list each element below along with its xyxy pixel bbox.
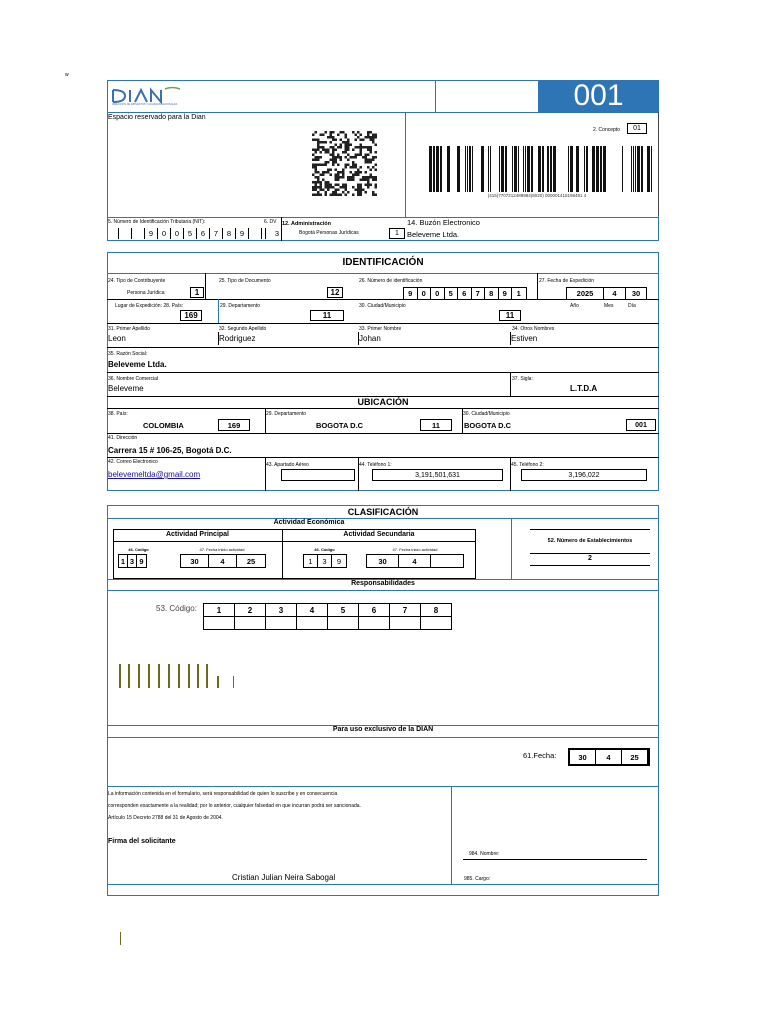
codigo53-header: 8 bbox=[421, 604, 452, 617]
mes-label: Mes bbox=[604, 303, 614, 309]
codigo53-table bbox=[203, 603, 452, 630]
segundo-apellido: Rodriguez bbox=[219, 334, 256, 343]
primer-nombre-label: 33. Primer Nombre bbox=[359, 326, 402, 332]
codigo53-header: 2 bbox=[235, 604, 266, 617]
buzon-label: 14. Buzón Electronico bbox=[407, 218, 480, 227]
fecha-exp-month: 4 bbox=[604, 288, 626, 299]
dian-logo bbox=[110, 84, 185, 108]
fecha61-part: 30 bbox=[570, 750, 596, 764]
correo-label: 42. Correo Electronico bbox=[108, 459, 158, 465]
ciudad-code: 11 bbox=[499, 310, 521, 321]
nit-digit: 5 bbox=[184, 228, 197, 239]
secundaria-codigo-label: 46. Código bbox=[314, 547, 335, 552]
establecimientos-value: 2 bbox=[588, 555, 592, 562]
reserved-label: Espacio reservado para la Dian bbox=[108, 114, 206, 121]
barcode bbox=[420, 146, 654, 192]
anio-label: Año bbox=[570, 303, 579, 309]
codigo53-header: 6 bbox=[359, 604, 390, 617]
num-id-digit: 6 bbox=[458, 288, 472, 299]
firmante: Cristian Julian Neira Sabogal bbox=[232, 873, 336, 882]
num-id-digit: 9 bbox=[404, 288, 418, 299]
otros-nombres: Estiven bbox=[511, 334, 538, 343]
secundaria-codigo-digit: 9 bbox=[336, 556, 342, 566]
actividad-title: Actividad Económica bbox=[273, 519, 345, 526]
ub-depto-code: 11 bbox=[420, 419, 452, 431]
principal-codigo-digit: 3 bbox=[128, 555, 137, 567]
num-id-digit: 9 bbox=[499, 288, 513, 299]
nit-digit: 0 bbox=[158, 228, 171, 239]
num-id-digit: 5 bbox=[445, 288, 459, 299]
codigo53-label: 53. Código: bbox=[156, 604, 197, 613]
secundaria-codigo-cells bbox=[303, 554, 347, 568]
codigo53-cell bbox=[297, 617, 328, 630]
tipo-doc-code: 12 bbox=[327, 287, 343, 298]
direccion-label: 41. Dirección bbox=[108, 435, 138, 441]
ub-depto-label: 29. Departamento bbox=[266, 411, 307, 417]
buzon-value: Beleveme Ltda. bbox=[407, 230, 460, 239]
codigo53-cell bbox=[266, 617, 297, 630]
num-id-label: 26. Número de identificación bbox=[359, 278, 423, 284]
principal-fecha-label: 47. Fecha inicio actividad bbox=[199, 547, 245, 552]
principal-codigo-cells bbox=[118, 554, 147, 568]
admin-label: 12. Administración bbox=[282, 221, 332, 227]
dv-label: 6. DV bbox=[264, 219, 277, 225]
responsabilidades-title: Responsabilidades bbox=[351, 580, 415, 587]
tipo-contrib-label: 24. Tipo de Contribuyente bbox=[108, 278, 166, 284]
apartado-value bbox=[281, 469, 355, 481]
concept-label: 2. Concepto bbox=[593, 127, 620, 133]
depto-code: 11 bbox=[310, 310, 344, 321]
tipo-contrib-value: Persona Jurídica bbox=[127, 290, 165, 296]
principal-codigo-label: 46. Código bbox=[128, 547, 149, 552]
num-id-digit: 0 bbox=[431, 288, 445, 299]
ub-ciudad-value: BOGOTA D.C bbox=[464, 421, 512, 430]
nit-digit: 9 bbox=[236, 228, 249, 239]
secundaria-fecha-part: 4 bbox=[399, 555, 431, 567]
sigla-value: L.T.D.A bbox=[570, 384, 598, 393]
form-number: 001 bbox=[538, 80, 659, 112]
firma-label: Firma del solicitante bbox=[108, 838, 176, 845]
fecha61-label: 61.Fecha: bbox=[523, 751, 557, 760]
identificacion-title: IDENTIFICACIÓN bbox=[342, 257, 424, 268]
codigo53-cell bbox=[421, 617, 452, 630]
admin-code: 1 bbox=[389, 228, 405, 239]
ub-ciudad-code: 001 bbox=[626, 419, 656, 431]
nit-digit: 0 bbox=[171, 228, 184, 239]
codigo53-cell bbox=[390, 617, 421, 630]
ub-ciudad-label: 30. Ciudad/Municipio bbox=[463, 411, 510, 417]
disclaimer-1: La información contenida en el formulario, será responsabilidad de quien lo suscribe y en consecuencia bbox=[108, 791, 338, 797]
nit-digit bbox=[119, 228, 132, 239]
tipo-doc-label: 25. Tipo de Documento bbox=[219, 278, 271, 284]
apartado-label: 43. Apartado Aéreo bbox=[266, 462, 309, 468]
primer-nombre: Johan bbox=[359, 334, 381, 343]
nombre-com-value: Beleveme bbox=[108, 384, 144, 393]
principal-title: Actividad Principal bbox=[165, 531, 230, 538]
correo-link[interactable]: belevemeltda@gmail.com bbox=[108, 470, 201, 479]
nombre-com-label: 36. Nombre Comercial bbox=[108, 376, 159, 382]
num-id-digit: 8 bbox=[485, 288, 499, 299]
codigo53-cell bbox=[328, 617, 359, 630]
ub-depto-value: BOGOTA D.C bbox=[316, 421, 364, 430]
dian-title: Para uso exclusivo de la DIAN bbox=[332, 726, 434, 733]
ubicacion-title: UBICACIÓN bbox=[357, 397, 409, 407]
codigo53-header: 3 bbox=[266, 604, 297, 617]
tel2-label: 45. Teléfono 2: bbox=[511, 462, 544, 468]
num-id-digit: 7 bbox=[472, 288, 486, 299]
tel1-value: 3,191,501,631 bbox=[372, 469, 503, 481]
tel2-value: 3,196,022 bbox=[521, 469, 647, 481]
nit-digit: 7 bbox=[210, 228, 223, 239]
qr-code bbox=[312, 131, 377, 196]
codigo53-header: 5 bbox=[328, 604, 359, 617]
nit-digit: 9 bbox=[145, 228, 158, 239]
disclaimer-2: corresponden exactamente a la realidad; por lo anterior, cualquier falsedad en que incurran podrá ser sancionada. bbox=[108, 803, 361, 809]
nit-digit: 6 bbox=[197, 228, 210, 239]
codigo53-cell bbox=[359, 617, 390, 630]
nit-digit bbox=[132, 228, 145, 239]
direccion-value: Carrera 15 # 106-25, Bogotá D.C. bbox=[108, 446, 232, 455]
razon-value: Beleveme Ltda. bbox=[108, 360, 167, 369]
concept-value: 01 bbox=[627, 123, 647, 134]
secundaria-codigo-digit: 1 bbox=[304, 555, 318, 567]
codigo53-header: 7 bbox=[390, 604, 421, 617]
principal-fecha-part: 4 bbox=[209, 555, 237, 567]
primer-apellido: Leon bbox=[108, 334, 126, 343]
fecha61-cells bbox=[568, 748, 650, 766]
otros-nombres-label: 34. Otros Nombres bbox=[512, 326, 555, 332]
secundaria-fecha-cells bbox=[366, 554, 464, 568]
fecha-exp-label: 27. Fecha de Expedición bbox=[539, 278, 595, 284]
principal-fecha-part: 30 bbox=[181, 555, 209, 567]
dia-label: Día bbox=[628, 303, 636, 309]
codigo53-header: 1 bbox=[204, 604, 235, 617]
nit-label: 5. Número de Identificación Tributaria (NIT): bbox=[108, 219, 206, 225]
secundaria-fecha-label: 47. Fecha inicio actividad bbox=[392, 547, 438, 552]
lugar-label: Lugar de Expedición: 28. País: bbox=[115, 303, 184, 309]
nit-digit bbox=[249, 228, 262, 239]
razon-label: 35. Razón Social: bbox=[108, 351, 148, 357]
dv-value: 3 bbox=[265, 228, 281, 239]
fecha-exp-year: 2025 bbox=[567, 288, 604, 299]
num-id-digit: 0 bbox=[418, 288, 432, 299]
fecha-exp-day: 30 bbox=[631, 289, 641, 298]
secundaria-fecha-part bbox=[431, 555, 463, 567]
logo-tagline: DIRECCIÓN DE IMPUESTOS Y ADUANAS NACIONALES bbox=[112, 103, 178, 106]
principal-codigo-digit: 1 bbox=[119, 555, 128, 567]
nit-digit: 8 bbox=[223, 228, 236, 239]
barcode-text: (415)7707212489984(8020) 000001415198481 4 bbox=[487, 193, 587, 198]
lugar-pais-code: 169 bbox=[180, 310, 202, 321]
depto-label: 29. Departamento bbox=[220, 303, 261, 309]
sigla-label: 37. Sigla: bbox=[512, 376, 533, 382]
ciudad-label: 30. Ciudad/Municipio bbox=[359, 303, 406, 309]
pais-code: 169 bbox=[218, 419, 250, 431]
secundaria-title: Actividad Secundaria bbox=[343, 531, 415, 538]
nombre-label: 984. Nombre: bbox=[469, 851, 500, 857]
pais-value: COLOMBIA bbox=[143, 421, 184, 430]
primer-apellido-label: 31. Primer Apellido bbox=[108, 326, 150, 332]
fecha61-part: 25 bbox=[622, 750, 648, 764]
principal-fecha-part: 25 bbox=[246, 556, 256, 566]
tel1-label: 44. Teléfono 1: bbox=[359, 462, 392, 468]
codigo53-header: 4 bbox=[297, 604, 328, 617]
principal-fecha-cells bbox=[180, 554, 266, 568]
codigo53-cell bbox=[235, 617, 266, 630]
principal-codigo-digit: 9 bbox=[139, 556, 144, 566]
establecimientos-label: 52. Número de Establecimientos bbox=[547, 538, 633, 544]
clasificacion-title: CLASIFICACIÓN bbox=[347, 507, 419, 517]
secundaria-fecha-part: 30 bbox=[367, 555, 399, 567]
fecha61-part: 4 bbox=[596, 750, 622, 764]
secundaria-codigo-digit: 3 bbox=[318, 555, 332, 567]
page-marker: w bbox=[65, 72, 69, 78]
tipo-contrib-code: 1 bbox=[190, 287, 204, 298]
admin-value: Bogotá Personas Jurídicas bbox=[299, 230, 359, 236]
nit-cells bbox=[118, 228, 262, 239]
codigo53-cell bbox=[204, 617, 235, 630]
num-id-digit: 1 bbox=[516, 289, 521, 298]
cargo-label: 985. Cargo: bbox=[464, 876, 491, 882]
pais-label: 38. País: bbox=[108, 411, 128, 417]
segundo-apellido-label: 32. Segundo Apellido bbox=[219, 326, 267, 332]
disclaimer-3: Artículo 15 Decreto 2788 del 31 de Agosto de 2004. bbox=[108, 815, 223, 821]
